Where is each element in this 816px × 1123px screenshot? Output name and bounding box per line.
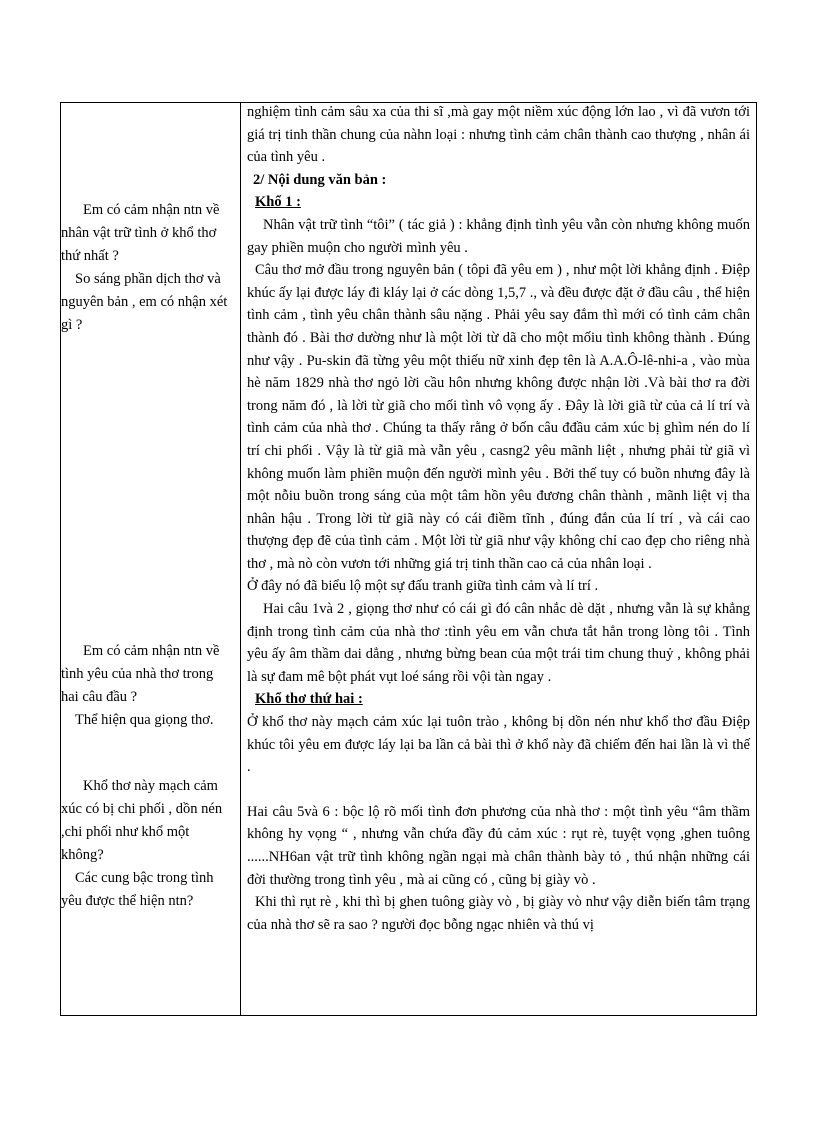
question-text: Em có cảm nhận ntn về nhân vật trữ tình ở khổ thơ thứ nhất ?	[61, 202, 220, 264]
stanza-1-heading: Khổ 1 :	[255, 194, 301, 211]
stanza-2-heading: Khổ thơ thứ hai :	[255, 691, 363, 708]
content-table	[60, 102, 757, 1016]
body-paragraph: Nhân vật trữ tình “tôi” ( tác giả ) : khẳng định tình yêu vẫn còn nhưng không muốn gay phiền muộn cho người mình yêu .	[247, 216, 750, 256]
question-block-1	[61, 199, 240, 337]
questions-column	[61, 103, 241, 1015]
intro-paragraph: nghiệm tình cảm sâu xa của thi sĩ ,mà gay một niềm xúc động lớn lao , vì đã vươn tới giá trị tinh thần chung của nàhn loại : nhưng tình cảm chân thành cao thượng , nhân ái của tình yêu .	[247, 104, 750, 166]
body-paragraph: Ở khổ thơ này mạch cảm xúc lại tuôn trào , không bị dồn nén như khổ thơ đầu Điệp khúc tôi yêu em được láy lại ba lần cả bài thì ở khổ này đã chiếm đến hai lần là vì thế .	[247, 714, 750, 776]
question-text: Em có cảm nhận ntn về tình yêu của nhà thơ trong hai câu đầu ?	[61, 643, 220, 705]
body-paragraph: Ở đây nó đã biểu lộ một sự đấu tranh giữa tình cảm và lí trí .	[247, 578, 599, 595]
body-paragraph: Hai câu 1và 2 , giọng thơ như có cái gì đó cân nhắc dè dặt , nhưng vẫn là sự khẳng định trong tình cảm của nhà thơ :tình yêu em vẫn chưa tắt hẳn trong lòng tôi . Tình yêu ấy âm thầm dai dẳng , nhưng bừng bean của một trái tim chung thuỷ , không phải là sự đam mê bột phát vụt loé sáng rồi vội tàn ngay .	[247, 601, 750, 685]
section-heading: 2/ Nội dung văn bản :	[253, 171, 387, 188]
body-paragraph: Hai câu 5và 6 : bộc lộ rõ mối tình đơn phương của nhà thơ : một tình yêu “âm thầm không hy vọng “ , nhưng vẫn chứa đầy đủ cảm xúc : rụt rè, tuyệt vọng ,ghen tuông ......NH6an vật trữ tình không ngần ngại mà chân thành bày tỏ , thú nhận những cái đời thường trong tình yêu , mà ai cũng có , cũng bị giày vò .	[247, 803, 750, 888]
question-text: Thể hiện qua giọng thơ.	[75, 712, 214, 728]
body-paragraph: Câu thơ mở đầu trong nguyên bản ( tôpi đã yêu em ) , như một lời khẳng định . Điệp khúc ấy lại được láy đi kláy lại ở các dòng 1,5,7 ., và đều được đặt ở đầu câu , thể hiện tình cảm , tình yêu chân thành sâu nặng . Phải yêu say đắm thì mới có tình cảm chân thành đó . Bài thơ dường như là một lời từ dã cho một mốiu tình không thành . Đúng như vậy . Pu-skin đã từng yêu một thiếu nữ xinh đẹp tên là A.A.Ô-lê-nhi-a , vào mùa hè năm 1829 nhà thơ ngỏ lời cầu hôn nhưng không được nhận lời .Và bài thơ ra đời trong năm đó , là lời từ giã cho mối tình vô vọng ấy . Đây là lời giã từ của cả lí trí và tình cảm của nhà thơ . Chúng ta thấy rằng ở bốn câu đđầu cảm xúc bị ghìm nén do lí trí chi phối . Vậy là từ giã mà vẫn yêu , casng2 yêu mãnh liệt , nhưng phải từ giã vì không muốn làm phiền muộn đến người mình yêu . Bởi thế tuy có buồn nhưng đây là một nỗiu buồn trong sáng của một tâm hồn yêu đương chân thành , mãnh liệt vị tha nhân hậu . Trong lời từ giã này có cái điềm tĩnh , đúng đắn của lí trí , và cái cao thượng đẹp đẽ của tình cảm . Một lời từ giã như vậy không chỉ cao đẹp cho riêng nhà thơ , mà nò còn vươn tới những giá trị tinh thần cao cả của nhân loại .	[247, 262, 750, 572]
question-block-3	[61, 775, 240, 913]
question-text: Các cung bậc trong tình yêu được thể hiện ntn?	[61, 870, 214, 909]
paragraph-gap	[247, 779, 750, 801]
question-text: So sáng phần dịch thơ và nguyên bản , em có nhận xét gì ?	[61, 271, 228, 333]
question-block-2	[61, 640, 240, 732]
content-body	[247, 101, 750, 936]
question-text: Khổ thơ này mạch cảm xúc có bị chi phối , dồn nén ,chi phối như khổ một không?	[61, 778, 223, 863]
body-paragraph: Khi thì rụt rè , khi thì bị ghen tuông giày vò , bị giày vò như vậy diễn biến tâm trạng của nhà thơ sẽ ra sao ? người đọc bỗng ngạc nhiên và thú vị	[247, 894, 750, 933]
content-column	[241, 103, 756, 1015]
